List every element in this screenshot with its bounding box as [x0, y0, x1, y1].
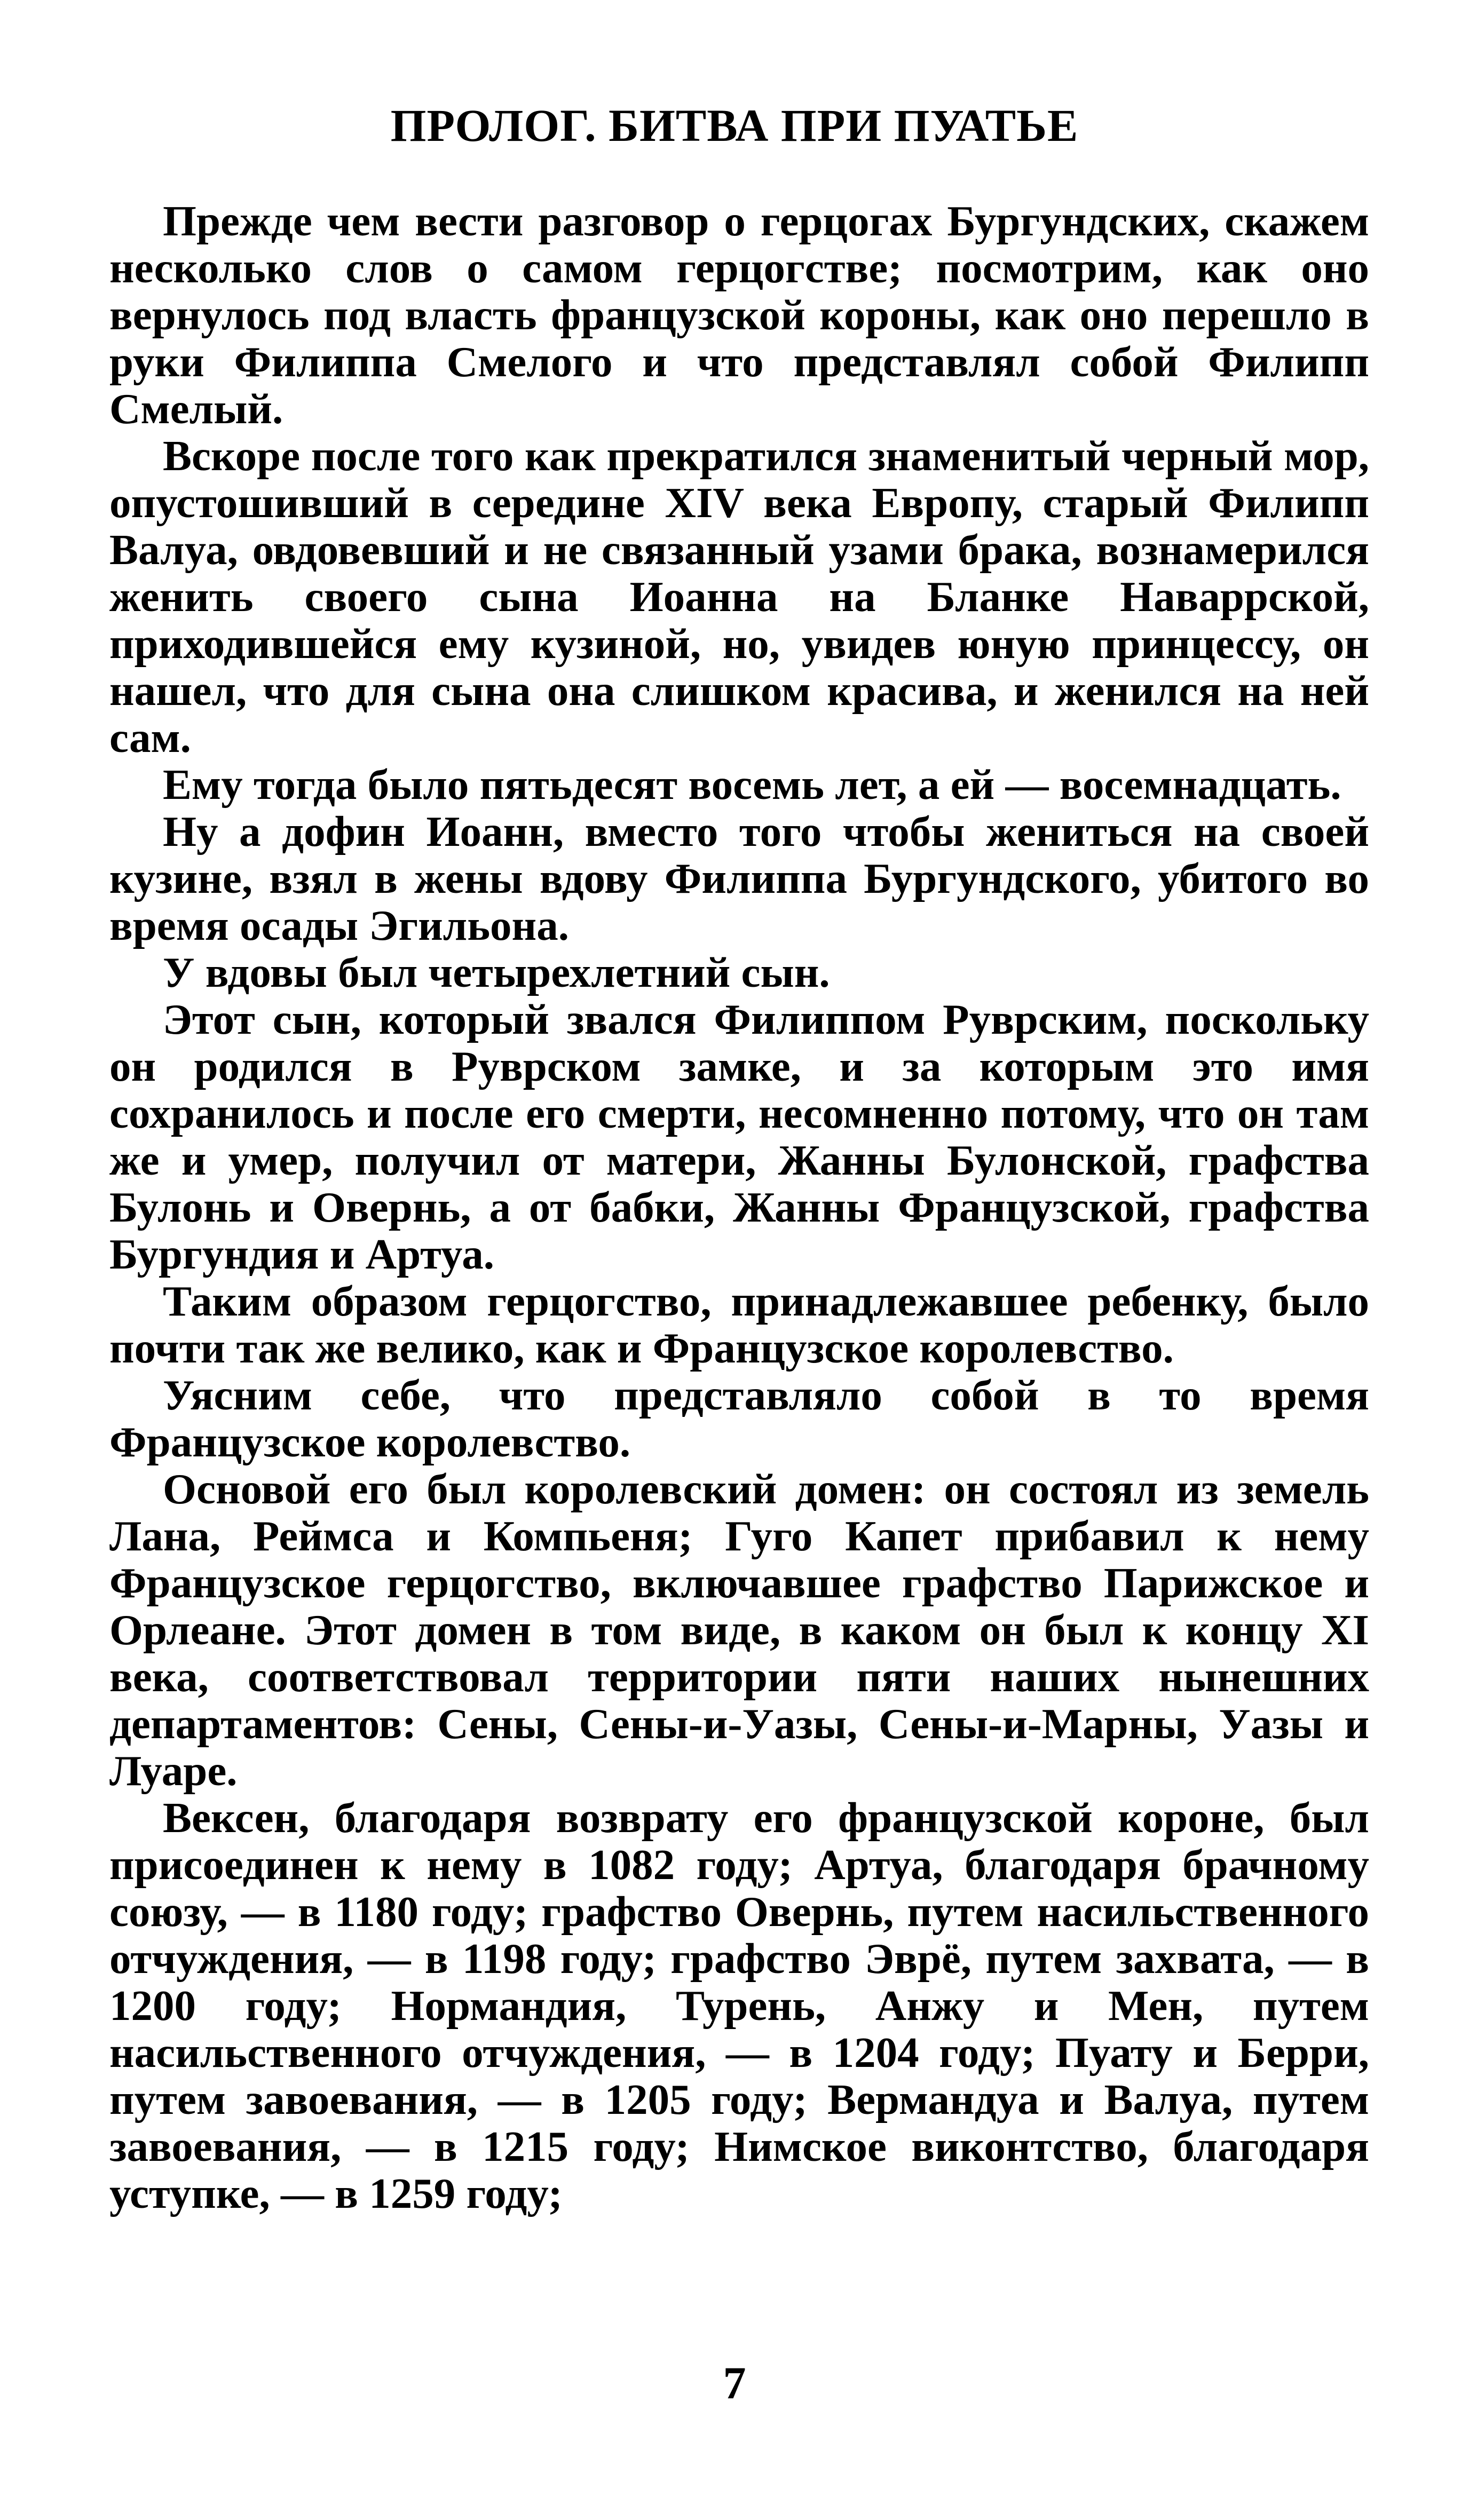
paragraph: Этот сын, который звался Филиппом Руврским, поскольку он родился в Руврском замке, и за которым это имя сохранилось и после его смерти, несомненно потому, что он там же и умер, получил от матери, Жанны Булонской, графства Булонь и Овернь, а от бабки, Жанны Французской, графства Бургундия и Артуа. — [109, 995, 1369, 1278]
paragraph: Уясним себе, что представляло собой в то время Французское королевство. — [109, 1371, 1369, 1466]
paragraph: Ну а дофин Иоанн, вместо того чтобы жениться на своей кузине, взял в жены вдову Филиппа Бургундского, убитого во время осады Эгильона. — [109, 807, 1369, 949]
paragraph: Ему тогда было пятьдесят восемь лет, а ей — восемнадцать. — [163, 760, 1341, 809]
paragraph: Вексен, благодаря возврату его французской короне, был присоединен к нему в 1082 году; Артуа, благодаря брачному союзу, — в 1180 году; графство Овернь, путем насильственного отчуждения, — в 1198 году; графство Эврё, путем захвата, — в 1200 году; Нормандия, Турень, Анжу и Мен, путем насильственного отчуждения, — в 1204 году; Пуату и Берри, путем завоевания, — в 1205 году; Вермандуа и Валуа, путем завоевания, — в 1215 году; Нимское виконтство, благодаря уступке, — в 1259 году; — [109, 1794, 1369, 2217]
paragraph: Таким образом герцогство, принадлежавшее ребенку, было почти так же велико, как и Французское королевство. — [109, 1277, 1369, 1372]
chapter-title: ПРОЛОГ. БИТВА ПРИ ПУАТЬЕ — [390, 100, 1079, 151]
page-number: 7 — [723, 2357, 746, 2408]
paragraph: Основой его был королевский домен: он состоял из земель Лана, Реймса и Компьеня; Гуго Капет прибавил к нему Французское герцогство, включавшее графство Парижское и Орлеане. Этот домен в том виде, в каком он был к концу XI века, соответствовал территории пяти наших нынешних департаментов: Сены, Сены-и-Уазы, Сены-и-Марны, Уазы и Луаре. — [109, 1465, 1369, 1795]
paragraph: Прежде чем вести разговор о герцогах Бургундских, скажем несколько слов о самом герцогстве; посмотрим, как оно вернулось под власть французской короны, как оно перешло в руки Филиппа Смелого и что представлял собой Филипп Смелый. — [109, 197, 1369, 433]
paragraph: Вскоре после того как прекратился знаменитый черный мор, опустошивший в середине XIV века Европу, старый Филипп Валуа, овдовевший и не связанный узами брака, вознамерился женить своего сына Иоанна на Бланке Наваррской, приходившейся ему кузиной, но, увидев юную принцессу, он нашел, что для сына она слишком красива, и женился на ней сам. — [109, 432, 1369, 762]
paragraph: У вдовы был четырехлетний сын. — [163, 948, 830, 996]
body-text — [109, 197, 1369, 2217]
